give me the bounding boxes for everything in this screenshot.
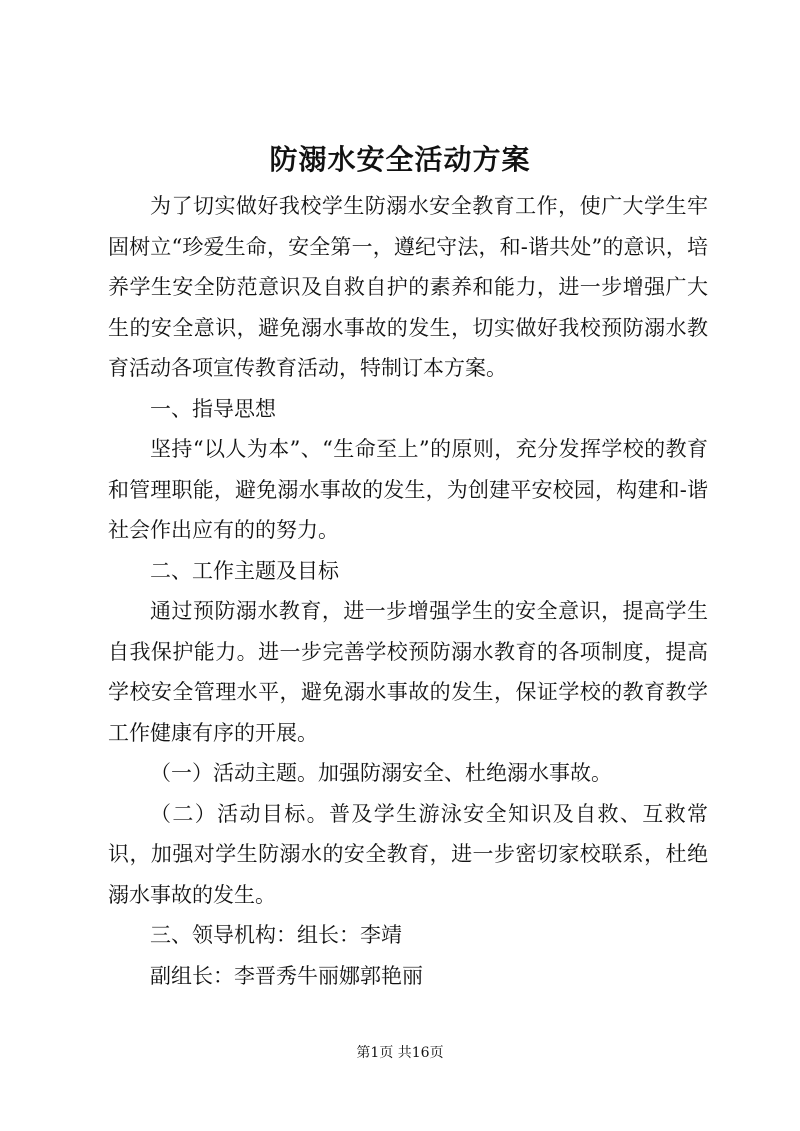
heading-leadership: 三、领导机构：组长：李靖 [150, 923, 402, 947]
paragraph-activity-goals: （二）活动目标。普及学生游泳安全知识及自救、互救常识，加强对学生防溺水的安全教育，进一步密切家校联系，杜绝溺水事故的发生。 [108, 801, 708, 907]
page-footer: 第1页 共16页 [356, 1045, 444, 1061]
paragraph-deputy-leaders: 副组长：李晋秀牛丽娜郭艳丽 [150, 963, 423, 988]
heading-guiding-ideology: 一、指导思想 [150, 396, 276, 421]
paragraph-activity-theme: （一）活动主题。加强防溺安全、杜绝溺水事故。 [150, 761, 612, 785]
heading-theme-and-goals: 二、工作主题及目标 [150, 558, 339, 583]
paragraph-intro: 为了切实做好我校学生防溺水安全教育工作，使广大学生牢固树立“珍爱生命，安全第一，遵纪守法，和-谐共处”的意识，培养学生安全防范意识及自救自护的素养和能力，进一步增强广大生的安全意识，避免溺水事故的发生，切实做好我校预防溺水教育活动各项宣传教育活动，特制订本方案。 [108, 194, 708, 380]
paragraph-guiding-ideology: 坚持“以人为本”、“生命至上”的原则，充分发挥学校的教育和管理职能，避免溺水事故的发生，为创建平安校园，构建和-谐社会作出应有的的努力。 [108, 437, 708, 542]
paragraph-theme-and-goals: 通过预防溺水教育，进一步增强学生的安全意识，提高学生自我保护能力。进一步完善学校预防溺水教育的各项制度，提高学校安全管理水平，避免溺水事故的发生，保证学校的教育教学工作健康有序的开展。 [108, 599, 708, 745]
document-body [108, 186, 708, 996]
document-title: 防溺水安全活动方案 [269, 143, 531, 176]
